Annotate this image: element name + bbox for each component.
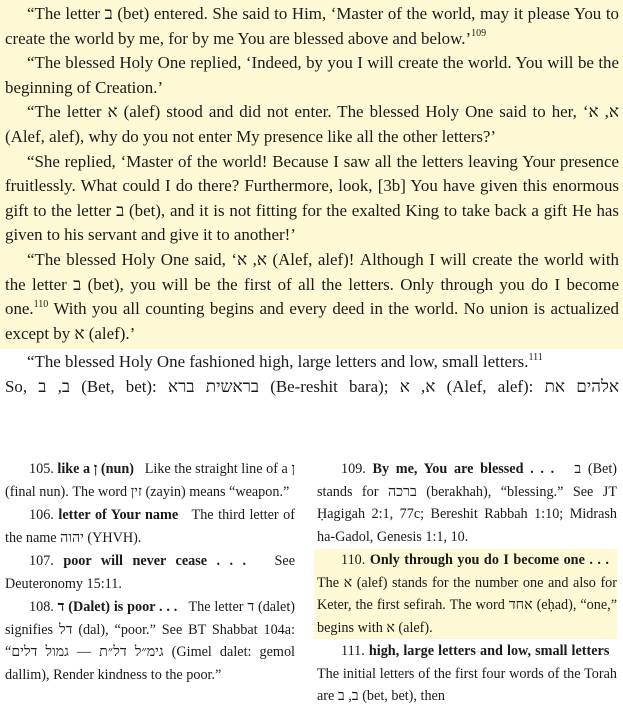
footnote-ref-109[interactable]: 109 <box>471 27 487 39</box>
paragraph-holy-one-said: “The blessed Holy One said, ‘א, א (Alef, alef)! Although I will create the world with the letter ב (bet), you will be the first of all the letters. Only through you do I become one.$^{110}$ With you all counting begins and every deed in the world. No union is actualized except by א (alef).’ <box>5 249 619 343</box>
footnote-106: 106. letter of Your name The third letter of the name יהוה (YHVH). <box>5 507 295 546</box>
footnote-105: 105. like a ן (nun) Like the straight line of a ן (final nun). The word זין (zayin) means “weapon.” <box>5 461 296 500</box>
footnote-107: 107. poor will never cease . . . See Deuteronomy 15:11. <box>5 553 296 592</box>
footnote-110: 110. Only through you do I become one . . . The א (alef) stands for the number one and also for Keter, the first sefirah. The word אחד (eḥad), “one,” begins with א (alef). <box>314 549 617 639</box>
paragraph-so-bet: So, ב, ב (Bet, bet): בראשית ברא (Be-reshit bara); א, א (Alef, alef): אלהים את <box>5 376 619 396</box>
highlighted-passage <box>0 0 623 349</box>
paragraph-fashioned-letters: “The blessed Holy One fashioned high, large letters and low, small letters.$^{111}$ <box>27 351 543 372</box>
paragraph-bet-entered: “The letter ב (bet) entered. She said to Him, ‘Master of the world, may it please You to create the world by me, for by me You are blessed above and below.’$^{109}$ <box>5 4 619 48</box>
paragraph-she-replied: “She replied, ‘Master of the world! Because I saw all the letters leaving Your presence fruitlessly. What could I do there? Furthermore, look, [3b] You have given this enormous gift to the letter ב (bet), and it is not fitting for the exalted King to take back a gift He has given to his servant and give it to another!’ <box>5 151 619 245</box>
footnote-108: 108. ד (Dalet) is poor . . . The letter ד (dalet) signifies דל (dal), “poor.” See BT Shabbat 104a: “גימ״ל דל״ת — גמול דלים (Gimel dalet: gemol dallim), Render kindness to the poor.” <box>5 599 296 683</box>
footnote-109: 109. By me, You are blessed . . . ב (Bet) stands for ברכה (berakhah), “blessing.” See JT Ḥagigah 2:1, 77c; Bereshit Rabbah 1:10; Midrash ha-Gadol, Genesis 1:1, 10. <box>317 461 618 545</box>
footnote-111: 111. high, large letters and low, small letters The initial letters of the first four words of the Torah are ב, ב (bet, bet), then <box>317 643 617 704</box>
footnotes-right-column <box>317 458 617 709</box>
paragraph-alef-stood: “The letter א (alef) stood and did not enter. The blessed Holy One said to her, ‘א, א (Alef, alef), why do you not enter My presence like all the other letters?’ <box>5 102 619 146</box>
paragraph-holy-one-replied: “The blessed Holy One replied, ‘Indeed, by you I will create the world. You will be the beginning of Creation.’ <box>5 53 619 97</box>
footnote-ref-111[interactable]: 111 <box>528 351 543 363</box>
footnotes-left-column <box>5 458 295 687</box>
footnote-ref-110[interactable]: 110 <box>33 298 49 310</box>
